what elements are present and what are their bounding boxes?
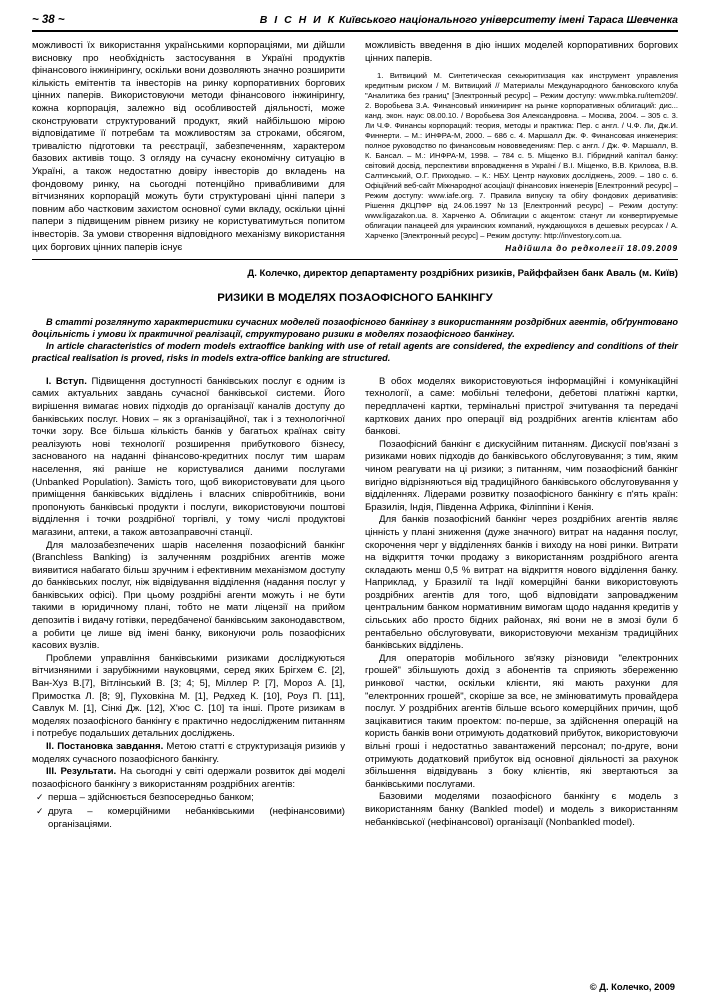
article-title: РИЗИКИ В МОДЕЛЯХ ПОЗАОФІСНОГО БАНКІНГУ [217,291,493,304]
checkmark-icon: ✓ [36,792,44,803]
previous-article-ending [32,40,678,256]
prev-left-text: можливості їх використання українськими корпораціями, ми дійшли висновку про необхідність застосування в Україні продуктів фінансового інжинірингу, оскільки вони дозволяють значно розширити кількість емітентів та інвесторів на ринку корпоративних боргових цінних паперів. Використовуючи методи фінансового інжинірингу, кожна корпорація, залежно від особливостей діяльності, може сконструювати структурований продукт, який найбільшою мірою відповідатиме її потребам та можливостям за строками, обсягом, тривалістю підготовки та реєстрації, забезпеченням, характером базових активів тощо. З огляду на сучасну економічну ситуацію в Україні, а також недостатню довіру інвесторів до вкладень на фондовому ринку, на сьогодні потенційно привабливими для вітчизняних корпорацій можуть бути структуровані цінні папери з повним або частковим захистом основної суми вкладу, оскільки цінні папери з підвищеним рівнем ризику не користуватимуться попитом інвесторів. За умови створення відповідного механізму використання цих боргових цінних паперів існує [32,40,345,253]
page-number: ~ 38 ~ [32,14,65,26]
abstract-ukrainian: В статті розглянуто характеристики сучасних моделей позаофісного банкінгу з використанням роздрібних агентів, обґрунтовано доцільність і умови їх практичної реалізації, структуровано ризики в моделях позаофісного банкінгу. [32,316,678,339]
prev-right-column [365,40,678,256]
checkmark-icon: ✓ [36,805,44,816]
paragraph-results: III. Результати. На сьогодні у світі одержали розвиток дві моделі позаофісного банкінгу з використанням роздрібних агентів: [32,766,345,790]
section-divider [32,259,678,260]
journal-page [32,14,678,831]
abstract [32,316,678,364]
running-header [32,14,678,32]
paragraph: В обох моделях використовуються інформаційні і комунікаційні технології, а саме: мобільні телефони, дебетові платіжні картки, передплачені картки, термінальні пристрої зчитування та передачі карткових даних про операції від роздрібних агентів клієнтам або банкові. [365,375,678,438]
journal-title-rest: Київського національного університету імені Тараса Шевченка [336,14,678,26]
paragraph: Проблеми управління банківськими ризиками досліджуються вітчизняними і зарубіжними науковцями, серед яких Брігхем Є. [2], Ван-Хуз В.[7], Вітлінський В. [3; 4; 5], Міллер Р. [7], Мороз А. [1], Примостка Л. [8; 9], Пуховкіна М. [1], Редхед К. [10], Роуз П. [11], Савлук М. [1], Сінкі Дж. [12], Х'юс С. [10] та інші. Проте ризикам в моделях позаофісного банкінгу є практично недослідженим питанням і потребує подальших детальних досліджень. [32,652,345,740]
section-heading-introduction: I. Вступ. [46,375,87,387]
list-item: ✓ перша – здійснюється безпосередньо банком; [36,792,254,804]
prev-right-text: можливість введення в дію інших моделей корпоративних боргових цінних паперів. [365,40,678,64]
reference-list: 1. Витвицкий М. Синтетическая секьюритизация как инструмент управления кредитным риском / М. Витвицкий // Материалы Международного банковского клуба "Аналитика без границ" [Электронный ресурс] – Режим доступу: www.mbka.ru/item209/. 2. Воробьева З.А. Финансовый инжиниринг на рынке корпоративных облигаций: дис... канд. экон. наук: 08.00.10. / Воробьева Зоя Александровна. – Москва, 2004. – 305 с. 3. Ли Ч.Ф. Финансы корпораций: теория, методы и практика: Пер. с англ. / Ч.Ф. Ли, Дж.И. Финнерти. – М.: ИНФРА-М, 2000. – 686 с. 4. Маршалл Дж. Ф. Финансовая инженерия: полное руководство по финансовым нововведениям: Пер. с англ. / Дж. Ф. Маршалл, В. К. Бансал. – М.: ИНФРА-М, 1998. – 784 с. 5. Міщенко В.І. Гібридний капітал банку: світовий досвід, перспективи впровадження в Україні / В.І. Міщенко, В.В. Крилова, В.В. Салтинський, О.Г. Приходько. – К.: НБУ. Центр наукових досліджень, 2009. – 180 с. 6. Офіційний веб-сайт Міжнародної асоціації фінансових інженерів [Електронний ресурс] – Режим доступу: www.iafe.org. 7. Правила випуску та обігу фондових деривативів: Рішення ДКЦПФР від 24.06.1997 №13 [Електронний ресурс] – Режим доступу: www.ligazakon.ua. 8. Харченко А. Облигации с акцентом: станут ли конвертируемые облигации панацеей для украинских компаний, нуждающихся в дешевых ресурсах / А. Харченко [Электронный ресурс] – Режим доступу: http://investory.com.ua. [365,71,678,241]
list-item: ✓ друга – комерційними небанківськими (нефінансовими) організаціями. [36,805,345,830]
journal-title-prefix: В І С Н И К [259,14,337,26]
paragraph: Для операторів мобільного зв'язку різновиди "електронних грошей" збільшують дохід з абонентів та сприяють збереженню ринкової частки, оскільки клієнти, які мають рахунки для "електронних грошей", скоріше за все, не змінюватимуть провайдера послуг. У роздрібних агентів більше всього комерційних причин, щоб зацікавитися таким проектом: по-перше, за здійснення операцій на користь банків вони отримують додатковий прибуток, використовуючи вільні гроші і недостатньо завантажений персонал; по-друге, вони отримують додатковий прибуток від основної діяльності за рахунок збільшення відвідувань з боку клієнтів, які звертаються за банківськими послугами. [365,652,678,790]
paragraph: Для банків позаофісний банкінг через роздрібних агентів являє цінність у плані зниження (дуже значного) витрат на надання послуг, скорочення черг у відділеннях банків і виходу на нові ринки. Витрати на відкриття точки продажу з використанням роздрібного агента складають менш 0,5 % витрат на відкриття нового відділення банку. Наприклад, у Бразилії та Індії комерційні банки використовують роздрібних агентів для того, щоб відповідати запровадженим центральним банком нормативним вимогам щодо надання кредитів у сільських або просто бідних районах, які вони не в змозі були б рентабельно обслуговувати, використовуючи механізм традиційних банківських відділень. [365,514,678,652]
paragraph: Позаофісний банкінг є дискусійним питанням. Дискусії пов'язані з ризиками нових підходів до банківського обслуговування; з тим, яким чином реагувати на ці ризики; з питанням, чим позаофісний банкінг вигідно відрізняються від традиційного банківського обслуговування у відділеннях. Лідерами розвитку позаофісного банкінгу є п'ять країн: Бразилія, Індія, Південна Африка, Філіппіни і Кенія. [365,438,678,513]
paragraph: Базовими моделями позаофісного банкінгу є модель з використанням банку (Bankled model) и модель з використанням небанківської (нефінансової) організації (Nonbankled model). [365,791,678,828]
prev-left-column [32,40,345,256]
copyright-notice: © Д. Колечко, 2009 [589,981,675,992]
journal-title [260,14,678,26]
article-author: Д. Колечко, директор департаменту роздрібних ризиків, Райффайзен банк Аваль (м. Київ) [247,267,678,279]
paragraph-task-statement: II. Постановка завдання. Метою статті є структуризація ризиків у моделях сучасного позаофісного банкінгу. [32,741,345,765]
article-body [32,376,678,831]
submission-date: Надійшла до редколегії 18.09.2009 [505,244,678,254]
section-heading-results: III. Результати. [46,766,117,778]
section-heading-task: II. Постановка завдання. [46,741,164,752]
body-right-column [365,376,678,831]
body-left-column [32,376,345,831]
paragraph: Для малозабезпечених шарів населення позаофісний банкінг (Branchless Banking) із залученням роздрібних агентів може виявитися набагато більш зручним і ефективним механізмом доступу до банківських послуг, ніж відвідування відділення (надання послуг у банківських офісі). При цьому роздрібні агенти можуть і не бути такими в юридичному плані, тобто не мати ліцензії на прийом депозитів і видачу готівки, передбаченої банківським законодавством, а робити це лише від імені банку, виконуючи роль позаофісних касових вузлів. [32,539,345,652]
paragraph-introduction: I. Вступ. Підвищення доступності банківських послуг є одним із самих актуальних завдань сучасної банківської системи. Його вирішення вимагає нових підходів до організації каналів доступу до банківських послуг. Нових – як з організаційної, так і з технологічної точки зору. Все більша кількість банків у багатьох країнах світу реалізують нові технології розширення прибуткового бізнесу, заснованого на наданні фінансово-кредитних послуг тим шарам населення, які раніше не користувалися даними послугами (Unbanked Population). Замість того, щоб використовувати для цього приміщення банківських відділень і власних співробітників, вони пропонують банківські продукти і послуги, використовуючи поштові відділення і точки роздрібної торгівлі, у тому числі продуктові магазини, аптеки, а також автозаправочні станції. [32,375,345,538]
abstract-english: In article characteristics of modern models extraoffice banking with use of retail agents are considered, the expediency and conditions of their practical realisation is proved, risks in models extra-office banking are structured. [32,340,678,363]
